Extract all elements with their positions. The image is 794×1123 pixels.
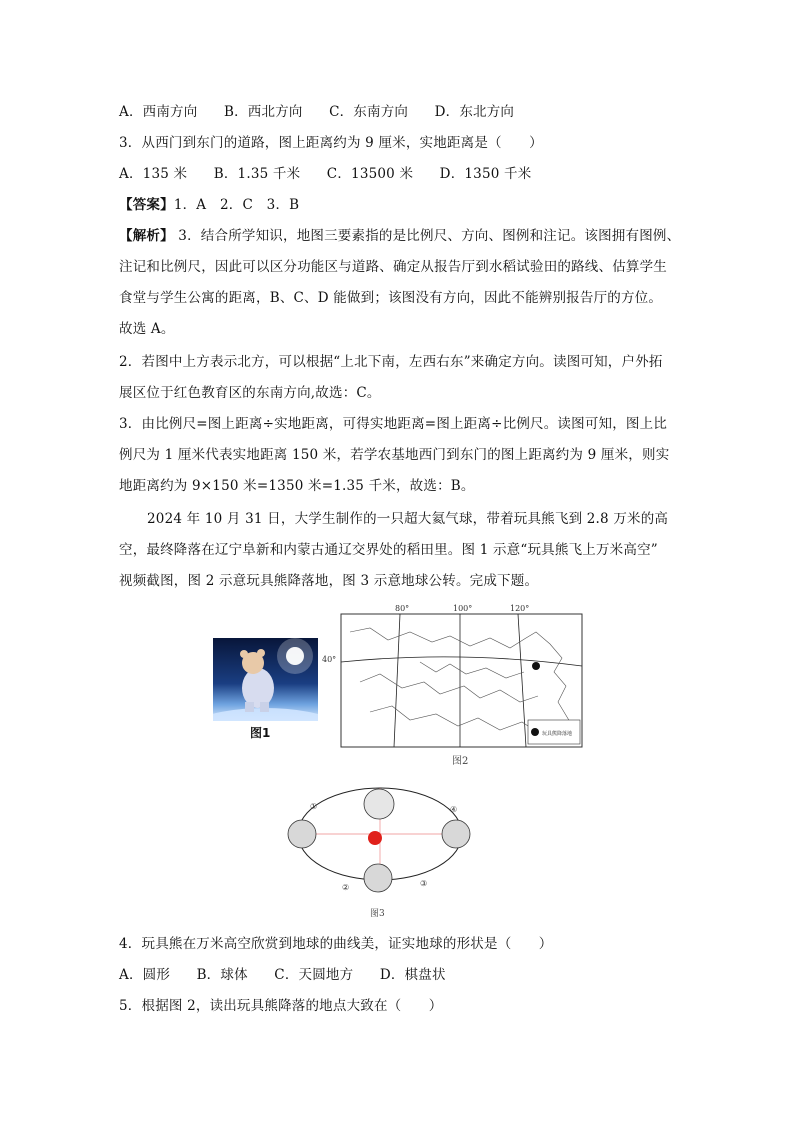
sun xyxy=(368,831,382,845)
option: A．135 米 xyxy=(119,166,188,182)
option: D．棋盘状 xyxy=(379,967,446,983)
analysis-line: 2．若图中上方表示北方，可以根据“上北下南，左西右东”来确定方向。读图可知，户外拓 xyxy=(119,354,663,370)
option: A．圆形 xyxy=(119,967,171,983)
orbit-label: ② xyxy=(342,883,350,892)
analysis-line: 食堂与学生公寓的距离，B、C、D 能做到；该图没有方向，因此不能辨别报告厅的方位。 xyxy=(119,290,663,306)
figure-2-map xyxy=(340,602,584,748)
option-row-q4 xyxy=(119,965,468,985)
figure-3-caption: 图3 xyxy=(370,909,385,919)
orbit-label: ④ xyxy=(450,805,458,814)
figure-3-orbit xyxy=(280,772,480,897)
earth xyxy=(364,864,392,892)
analysis-line: 地距离约为 9×150 米=1350 米=1.35 千米，故选：B。 xyxy=(119,478,475,494)
option: B．球体 xyxy=(196,967,248,983)
legend-label: 玩具熊降落地 xyxy=(542,731,573,737)
figure-1-photo xyxy=(213,638,318,721)
analysis-line: 展区位于红色教育区的东南方向,故选：C。 xyxy=(119,385,381,401)
lon-label: 80° xyxy=(395,604,410,613)
option: C．13500 米 xyxy=(326,166,414,182)
option-row-q3 xyxy=(119,164,553,184)
option: B．西北方向 xyxy=(223,104,303,120)
passage-line: 视频截图，图 2 示意玩具熊降落地，图 3 示意地球公转。完成下题。 xyxy=(119,573,539,589)
earth xyxy=(288,820,316,848)
analysis-line: 注记和比例尺，因此可以区分功能区与道路、确定从报告厅到水稻试验田的路线、估算学生 xyxy=(119,259,667,275)
answer-text: 1．A 2．C 3．B xyxy=(173,197,300,213)
analysis-line: 3．由比例尺=图上距离÷实地距离，可得实地距离=图上距离÷比例尺。读图可知，图上比 xyxy=(119,416,668,432)
option: A．西南方向 xyxy=(119,104,198,120)
option-row-q2 xyxy=(119,102,536,122)
passage-line: 2024 年 10 月 31 日，大学生制作的一只超大氦气球，带着玩具熊飞到 2.8 万米的高 xyxy=(147,511,669,527)
figure-1-caption: 图1 xyxy=(250,726,271,740)
analysis-text: 3．结合所学知识，地图三要素指的是比例尺、方向、图例和注记。该图拥有图例、 xyxy=(173,228,681,244)
earth xyxy=(442,820,470,848)
option: C．天圆地方 xyxy=(274,967,354,983)
analysis-line xyxy=(119,226,680,246)
question-5: 5．根据图 2，读出玩具熊降落的地点大致在（ ） xyxy=(119,998,443,1014)
option: D．东北方向 xyxy=(434,104,515,120)
orbit-label: ① xyxy=(310,802,318,811)
map-lat-label: 40° xyxy=(322,655,337,664)
question-4: 4．玩具熊在万米高空欣赏到地球的曲线美，证实地球的形状是（ ） xyxy=(119,936,553,952)
question-3: 3．从西门到东门的道路，图上距离约为 9 厘米，实地距离是（ ） xyxy=(119,135,543,151)
orbit-label: ③ xyxy=(420,879,428,888)
landing-dot xyxy=(532,662,540,670)
lon-label: 100° xyxy=(453,604,473,613)
option: C．东南方向 xyxy=(329,104,409,120)
answer-tag: 【答案】 xyxy=(119,197,174,213)
lon-label: 120° xyxy=(510,604,530,613)
option: D．1350 千米 xyxy=(439,166,532,182)
analysis-line: 例尺为 1 厘米代表实地距离 150 米，若学农基地西门到东门的图上距离约为 9 厘米，则实 xyxy=(119,447,670,463)
analysis-line: 故选 A。 xyxy=(119,321,175,337)
analysis-tag: 【解析】 xyxy=(119,228,174,244)
answer-line xyxy=(119,195,299,215)
earth xyxy=(364,789,394,819)
figure-2-caption: 图2 xyxy=(452,756,469,767)
passage-line: 空，最终降落在辽宁阜新和内蒙古通辽交界处的稻田里。图 1 示意“玩具熊飞上万米高空” xyxy=(119,542,658,558)
option: B．1.35 千米 xyxy=(213,166,301,182)
